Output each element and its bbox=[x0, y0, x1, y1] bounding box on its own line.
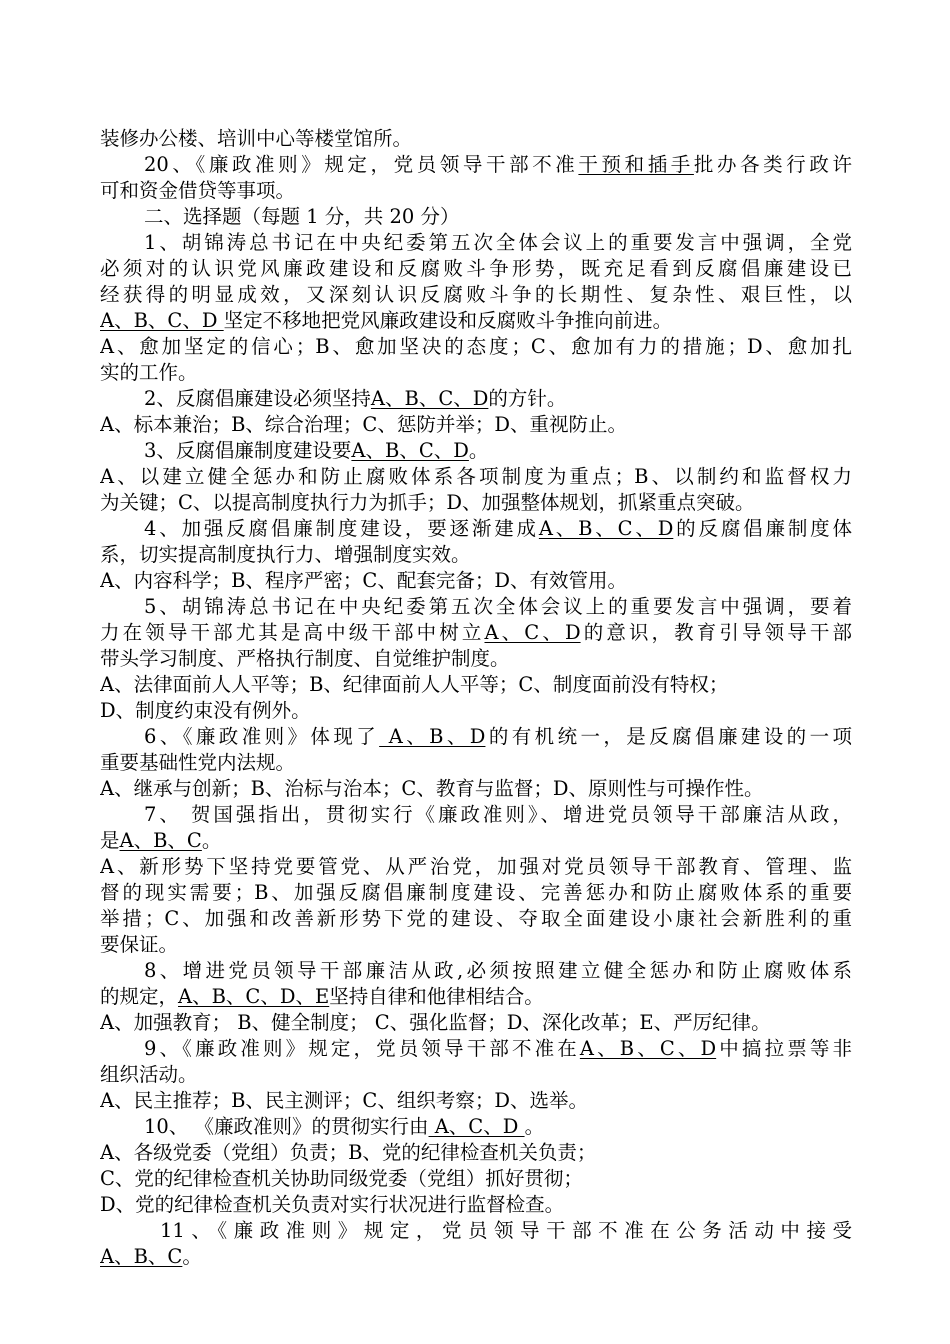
text-run: 实的工作。 bbox=[100, 361, 198, 384]
text-run: 可和资金借贷等事项。 bbox=[100, 179, 296, 202]
text-run: A、各级党委（党组）负责；B、党的纪律检查机关负责； bbox=[100, 1141, 597, 1164]
question-text bbox=[100, 256, 852, 282]
question-text bbox=[144, 230, 852, 256]
question-text bbox=[100, 1244, 852, 1270]
options-text bbox=[100, 672, 852, 698]
question-text bbox=[100, 282, 852, 308]
text-run: 9、《廉政准则》规定，党员领导干部不准在 bbox=[144, 1037, 580, 1060]
section-heading bbox=[144, 204, 852, 230]
options-text bbox=[100, 1192, 852, 1218]
options-text bbox=[100, 906, 852, 932]
question-text bbox=[160, 1218, 852, 1244]
text-run: 举措；C、加强和改善新形势下党的建设、夺取全面建设小康社会新胜利的重 bbox=[100, 907, 852, 930]
text-run: 5、胡锦涛总书记在中央纪委第五次全体会议上的重要发言中强调，要着 bbox=[144, 595, 852, 618]
text-run: 二、选择题（每题 1 分，共 20 分） bbox=[144, 205, 460, 228]
text-line bbox=[100, 178, 852, 204]
text-run: D、党的纪律检查机关负责对实行状况进行监督检查。 bbox=[100, 1193, 565, 1216]
text-run: 中搞拉票等非 bbox=[716, 1037, 852, 1060]
question-text bbox=[100, 620, 852, 646]
text-run: 坚持自律和他律相结合。 bbox=[329, 985, 544, 1008]
options-text bbox=[100, 698, 852, 724]
text-run: 7、 贺国强指出，贯彻实行《廉政准则》、增进党员领导干部廉洁从政， bbox=[144, 803, 852, 826]
text-run: 组织活动。 bbox=[100, 1063, 198, 1086]
text-run: 是 bbox=[100, 829, 120, 852]
text-run: A、加强教育； B、健全制度； C、强化监督；D、深化改革；E、严厉纪律。 bbox=[100, 1011, 771, 1034]
text-run: 20、《廉政准则》规定，党员领导干部不准 bbox=[144, 153, 579, 176]
options-text bbox=[100, 334, 852, 360]
text-run: 必须对的认识党风廉政建设和反腐败斗争形势，既充足看到反腐倡廉建设已 bbox=[100, 257, 852, 280]
text-run: A、继承与创新；B、治标与治本；C、教育与监督；D、原则性与可操作性。 bbox=[100, 777, 764, 800]
question-text bbox=[144, 594, 852, 620]
question-text bbox=[144, 1114, 852, 1140]
text-run: C、党的纪律检查机关协助同级党委（党组）抓好贯彻； bbox=[100, 1167, 583, 1190]
text-run: 的反腐倡廉制度体 bbox=[673, 517, 852, 540]
answer-underline: A、C、D bbox=[428, 1115, 525, 1138]
answer-underline: A、B、C bbox=[119, 829, 202, 852]
text-run: D、制度约束没有例外。 bbox=[100, 699, 311, 722]
text-run: 坚定不移地把党风廉政建设和反腐败斗争推向前进。 bbox=[223, 309, 673, 332]
text-run: 要保证。 bbox=[100, 933, 179, 956]
options-text bbox=[100, 360, 852, 386]
text-run: A、新形势下坚持党要管党、从严治党，加强对党员领导干部教育、管理、监 bbox=[100, 855, 852, 878]
question-text bbox=[144, 802, 852, 828]
question-text bbox=[144, 1036, 852, 1062]
answer-underline: A、B、C bbox=[100, 1245, 183, 1268]
text-run: 的方针。 bbox=[488, 387, 567, 410]
text-run: 8、增进党员领导干部廉洁从政,必须按照建立健全惩办和防止腐败体系 bbox=[144, 959, 852, 982]
options-text bbox=[100, 880, 852, 906]
answer-underline: A、B、C、D bbox=[579, 1037, 717, 1060]
text-run: 装修办公楼、培训中心等楼堂馆所。 bbox=[100, 127, 413, 150]
options-text bbox=[100, 776, 852, 802]
text-run: 11、《廉政准则》规定，党员领导干部不准在公务活动中接受 bbox=[160, 1219, 852, 1242]
options-text bbox=[100, 490, 852, 516]
question-text bbox=[100, 542, 852, 568]
text-run: 。 bbox=[524, 1115, 545, 1138]
question-text bbox=[144, 386, 852, 412]
text-run: A、标本兼治；B、综合治理；C、惩防并举；D、重视防止。 bbox=[100, 413, 627, 436]
options-text bbox=[100, 1010, 852, 1036]
options-text bbox=[100, 1140, 852, 1166]
options-text bbox=[100, 412, 852, 438]
text-run: A、愈加坚定的信心；B、愈加坚决的态度；C、愈加有力的措施；D、愈加扎 bbox=[100, 335, 852, 358]
text-run: 的规定， bbox=[100, 985, 179, 1008]
answer-underline: A、B、C、D bbox=[370, 387, 489, 410]
question-text bbox=[100, 984, 852, 1010]
text-run: 。 bbox=[201, 829, 222, 852]
text-run: 批办各类行政许 bbox=[693, 153, 852, 176]
text-run: A、法律面前人人平等；B、纪律面前人人平等；C、制度面前没有特权； bbox=[100, 673, 729, 696]
options-text bbox=[100, 854, 852, 880]
text-run: 经获得的明显成效，又深刻认识反腐败斗争的长期性、复杂性、艰巨性，以 bbox=[100, 283, 852, 306]
text-run: A、民主推荐；B、民主测评；C、组织考察；D、选举。 bbox=[100, 1089, 588, 1112]
text-line bbox=[144, 152, 852, 178]
text-run: 的意识，教育引导领导干部 bbox=[580, 621, 852, 644]
answer-underline: A、B、C、D、E bbox=[178, 985, 330, 1008]
options-text bbox=[100, 932, 852, 958]
text-run: 6、《廉政准则》体现了 bbox=[144, 725, 380, 748]
answer-underline: A、B、C、D bbox=[100, 309, 224, 332]
text-run: 10、 《廉政准则》的贯彻实行由 bbox=[144, 1115, 429, 1138]
question-text bbox=[144, 724, 852, 750]
text-run: A、内容科学；B、程序严密；C、配套完备；D、有效管用。 bbox=[100, 569, 627, 592]
text-run: 。 bbox=[468, 439, 489, 462]
text-run: 2、反腐倡廉建设必须坚持 bbox=[144, 387, 371, 410]
text-line bbox=[100, 126, 852, 152]
text-run: 1、胡锦涛总书记在中央纪委第五次全体会议上的重要发言中强调，全党 bbox=[144, 231, 852, 254]
text-run: 力在领导干部尤其是高中级干部中树立 bbox=[100, 621, 485, 644]
text-run: 带头学习制度、严格执行制度、自觉维护制度。 bbox=[100, 647, 510, 670]
text-run: 。 bbox=[182, 1245, 202, 1268]
text-run: 重要基础性党内法规。 bbox=[100, 751, 296, 774]
text-run: A、以建立健全惩办和防止腐败体系各项制度为重点；B、以制约和监督权力 bbox=[100, 465, 852, 488]
answer-underline: A、B、C、D bbox=[538, 517, 674, 540]
question-text bbox=[100, 308, 852, 334]
options-text bbox=[100, 1088, 852, 1114]
question-text bbox=[100, 828, 852, 854]
text-run: 系，切实提高制度执行力、增强制度实效。 bbox=[100, 543, 471, 566]
answer-underline: 干预和插手 bbox=[578, 153, 694, 176]
text-run: 的有机统一，是反腐倡廉建设的一项 bbox=[485, 725, 852, 748]
options-text bbox=[100, 464, 852, 490]
options-text bbox=[100, 1166, 852, 1192]
question-text bbox=[100, 646, 852, 672]
question-text bbox=[144, 438, 852, 464]
text-run: 为关键；C、以提高制度执行力为抓手；D、加强整体规划，抓紧重点突破。 bbox=[100, 491, 755, 514]
text-run: 督的现实需要；B、加强反腐倡廉制度建设、完善惩办和防止腐败体系的重要 bbox=[100, 881, 852, 904]
question-text bbox=[144, 516, 852, 542]
answer-underline: A、B、D bbox=[379, 725, 486, 748]
text-run: 4、加强反腐倡廉制度建设，要逐渐建成 bbox=[144, 517, 539, 540]
question-text bbox=[144, 958, 852, 984]
answer-underline: A、B、C、D bbox=[351, 439, 469, 462]
question-text bbox=[100, 1062, 852, 1088]
answer-underline: A、C、D bbox=[484, 621, 581, 644]
options-text bbox=[100, 568, 852, 594]
question-text bbox=[100, 750, 852, 776]
text-run: 3、反腐倡廉制度建设要 bbox=[144, 439, 352, 462]
